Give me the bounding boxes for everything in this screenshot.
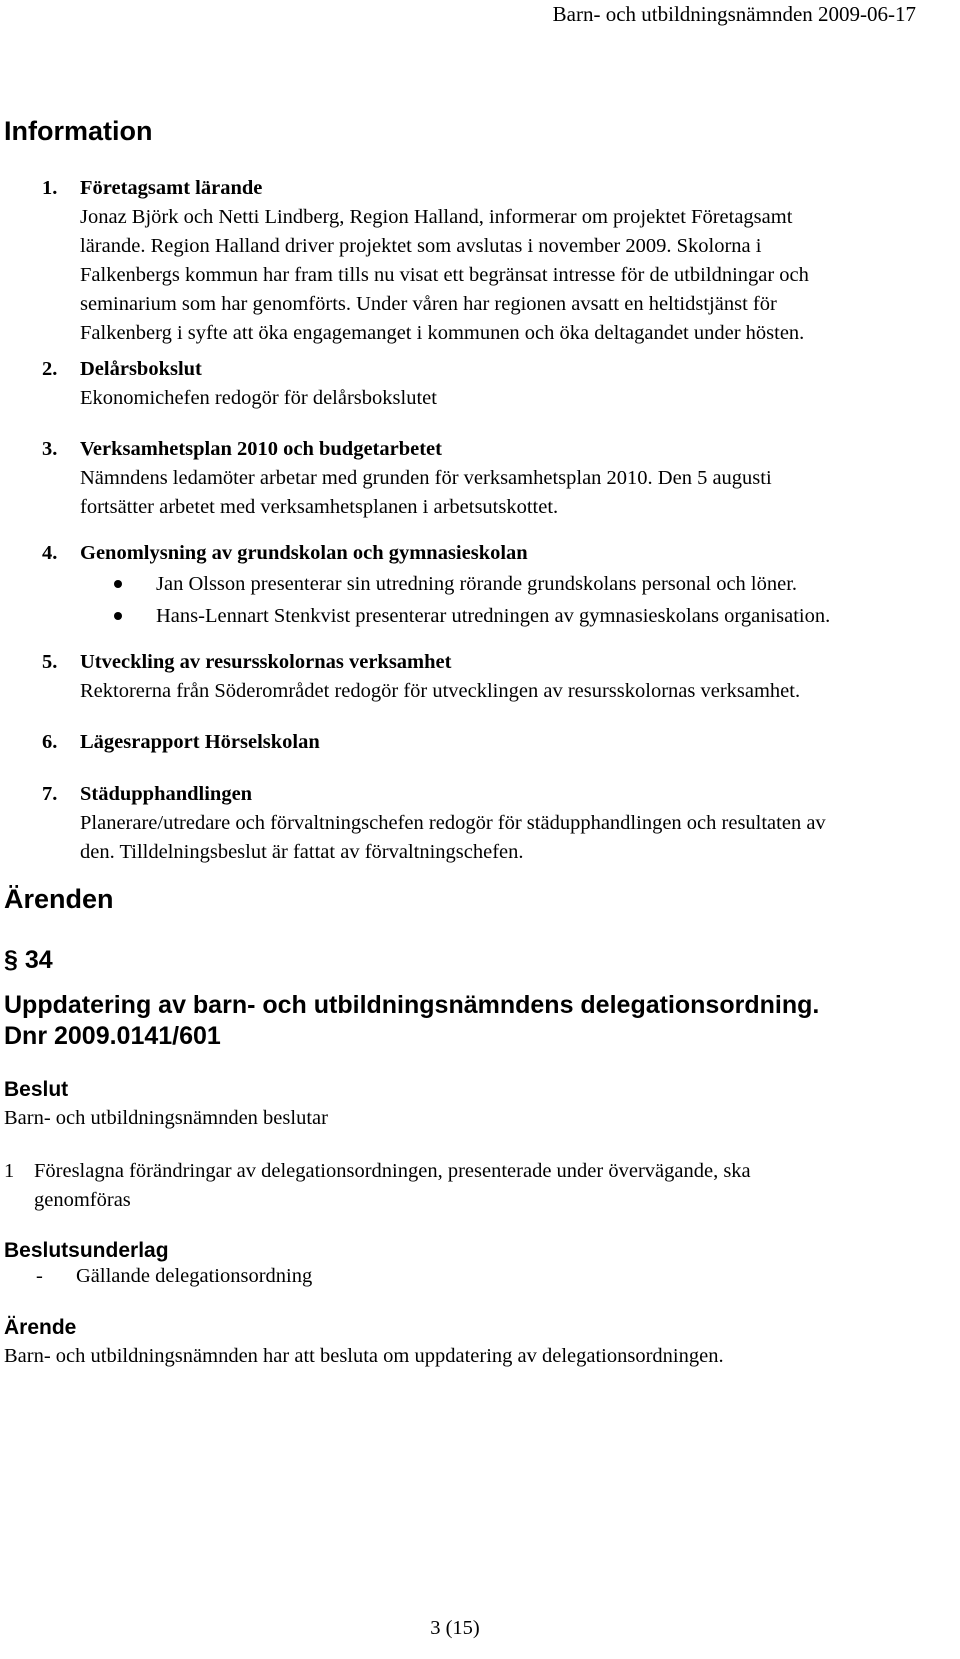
page-number: 3 (15) bbox=[430, 1617, 480, 1639]
item-title: Genomlysning av grundskolan och gymnasieskolan bbox=[80, 542, 528, 564]
bullet-icon bbox=[114, 612, 122, 620]
item-line: den. Tilldelningsbeslut är fattat av förvaltningschefen. bbox=[80, 841, 524, 863]
matter-title-line: Uppdatering av barn- och utbildningsnämndens delegationsordning. bbox=[4, 991, 820, 1019]
arende-heading: Ärende bbox=[4, 1316, 77, 1339]
item-number: 5. bbox=[42, 651, 58, 673]
item-body bbox=[80, 203, 930, 348]
item-line: Nämndens ledamöter arbetar med grunden för verksamhetsplan 2010. Den 5 augusti bbox=[80, 467, 772, 489]
bullet-icon bbox=[114, 580, 122, 588]
item-body bbox=[80, 464, 930, 522]
item-title: Städupphandlingen bbox=[80, 783, 253, 805]
item-line: seminarium som har genomförts. Under våren har regionen avsatt en heltidstjänst för bbox=[80, 293, 777, 315]
item-line: lärande. Region Halland driver projektet som avslutas i november 2009. Skolorna i bbox=[80, 235, 762, 257]
beslut-line: Barn- och utbildningsnämnden beslutar bbox=[4, 1107, 328, 1129]
item-line: Falkenbergs kommun har fram tills nu visat ett begränsat intresse för de utbildningar och bbox=[80, 264, 809, 286]
item-line: Rektorerna från Söderområdet redogör för utvecklingen av resursskolornas verksamhet. bbox=[80, 680, 801, 702]
beslut-item-text bbox=[34, 1157, 920, 1215]
paragraph-reference: § 34 bbox=[4, 946, 53, 974]
beslut-item-line: genomföras bbox=[34, 1189, 131, 1211]
item-title: Verksamhetsplan 2010 och budgetarbetet bbox=[80, 438, 442, 460]
item-line: Falkenberg i syfte att öka engagemanget i kommunen och öka deltagandet under hösten. bbox=[80, 322, 805, 344]
item-body bbox=[80, 384, 930, 413]
arende-text bbox=[4, 1342, 930, 1371]
matter-title bbox=[4, 990, 940, 1052]
bullet-item bbox=[80, 568, 930, 600]
item-number: 4. bbox=[42, 542, 58, 564]
page-header-title: Barn- och utbildningsnämnden 2009-06-17 bbox=[552, 2, 916, 26]
item-number: 7. bbox=[42, 783, 58, 805]
item-title: Företagsamt lärande bbox=[80, 177, 263, 199]
beslut-heading: Beslut bbox=[4, 1078, 69, 1101]
arende-line: Barn- och utbildningsnämnden har att besluta om uppdatering av delegationsordningen. bbox=[4, 1345, 724, 1367]
item-number: 1. bbox=[42, 177, 58, 199]
item-line: Planerare/utredare och förvaltningschefen redogör för städupphandlingen och resultaten av bbox=[80, 812, 826, 834]
bullet-item bbox=[80, 600, 930, 632]
item-line: Jonaz Björk och Netti Lindberg, Region Halland, informerar om projektet Företagsamt bbox=[80, 206, 793, 228]
bullet-list bbox=[80, 568, 930, 632]
dash-marker: - bbox=[36, 1265, 43, 1287]
item-number: 2. bbox=[42, 358, 58, 380]
item-title: Delårsbokslut bbox=[80, 358, 202, 380]
item-number: 3. bbox=[42, 438, 58, 460]
bullet-text: Hans-Lennart Stenkvist presenterar utredningen av gymnasieskolans organisation. bbox=[156, 605, 831, 627]
matter-title-line: Dnr 2009.0141/601 bbox=[4, 1022, 221, 1050]
beslut-text bbox=[4, 1104, 930, 1133]
item-body bbox=[80, 677, 930, 706]
information-heading: Information bbox=[4, 116, 153, 146]
beslutsunderlag-heading: Beslutsunderlag bbox=[4, 1239, 169, 1262]
item-line: fortsätter arbetet med verksamhetsplanen i arbetsutskottet. bbox=[80, 496, 559, 518]
item-title: Utveckling av resursskolornas verksamhet bbox=[80, 651, 452, 673]
item-title: Lägesrapport Hörselskolan bbox=[80, 731, 320, 753]
beslutsunderlag-item-text: Gällande delegationsordning bbox=[76, 1265, 313, 1287]
beslut-item-line: Föreslagna förändringar av delegationsordningen, presenterade under övervägande, ska bbox=[34, 1160, 751, 1182]
beslut-item-number: 1 bbox=[4, 1160, 15, 1182]
arenden-heading: Ärenden bbox=[4, 884, 114, 914]
item-number: 6. bbox=[42, 731, 58, 753]
bullet-text: Jan Olsson presenterar sin utredning rörande grundskolans personal och löner. bbox=[156, 573, 798, 595]
item-line: Ekonomichefen redogör för delårsbokslutet bbox=[80, 387, 437, 409]
item-body bbox=[80, 809, 930, 867]
